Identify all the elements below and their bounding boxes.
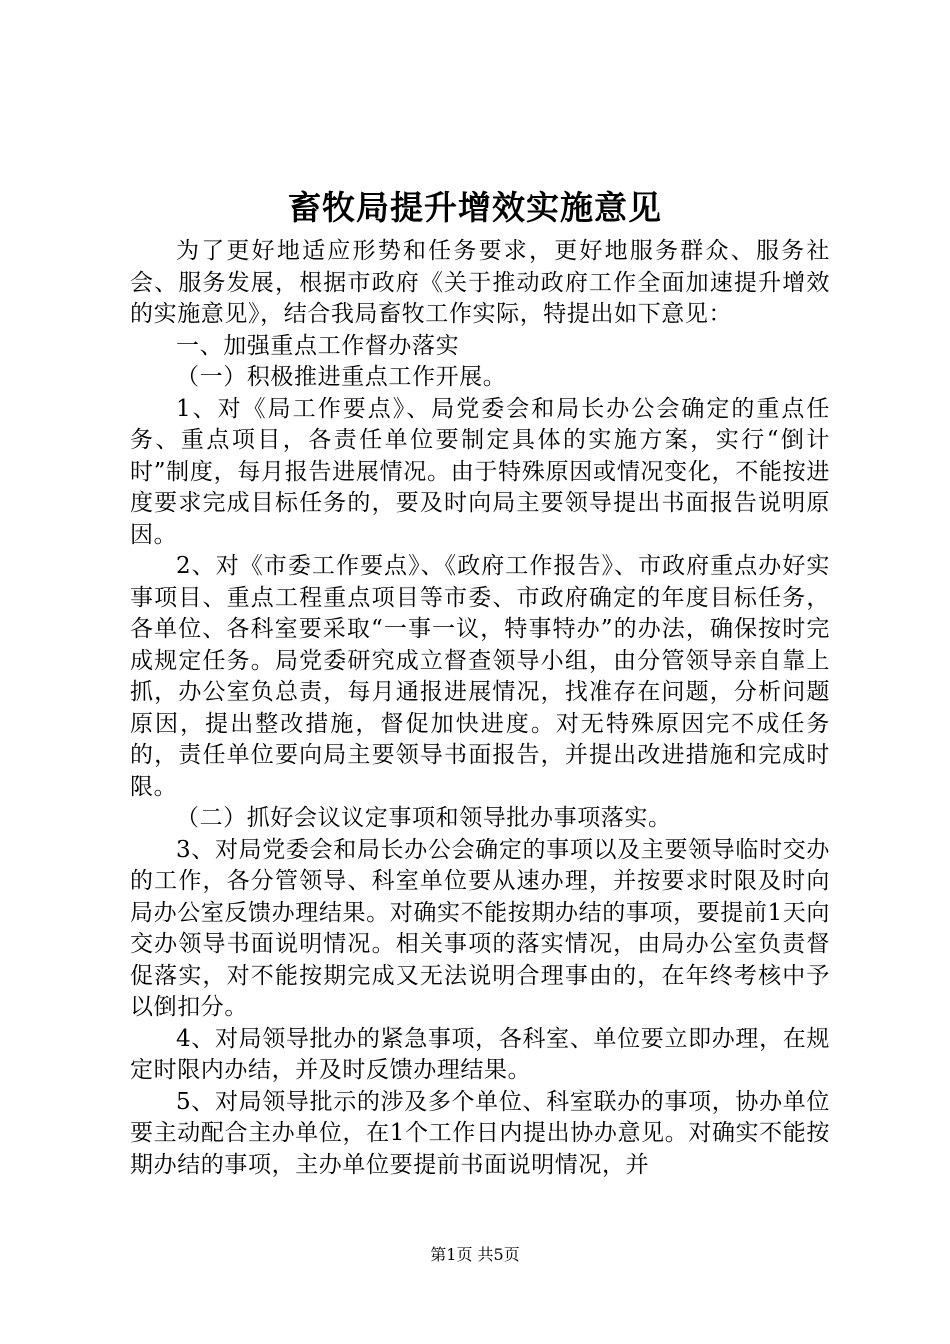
paragraph-item-1: 1、对《局工作要点》、局党委会和局长办公会确定的重点任务、重点项目，各责任单位要制定具体的实施方案，实行“倒计时”制度，每月报告进展情况。由于特殊原因或情况变化，不能按进度要求完成目标任务的，要及时向局主要领导提出书面报告说明原因。	[130, 395, 830, 548]
section-heading-1: 一、加强重点工作督办落实	[176, 332, 460, 359]
paragraph-item-4: 4、对局领导批办的紧急事项，各科室、单位要立即办理，在规定时限内办结，并及时反馈办理结果。	[130, 1025, 830, 1083]
paragraph-item-5: 5、对局领导批示的涉及多个单位、科室联办的事项，协办单位要主动配合主办单位，在1个工作日内提出协办意见。对确实不能按期办结的事项，主办单位要提前书面说明情况，并	[130, 1088, 830, 1178]
document-title: 畜牧局提升增效实施意见	[288, 188, 662, 227]
page-footer: 第1页 共5页	[430, 1245, 520, 1264]
paragraph-item-3: 3、对局党委会和局长办公会确定的事项以及主要领导临时交办的工作，各分管领导、科室单位要从速办理，并按要求时限及时向局办公室反馈办理结果。对确实不能按期办结的事项，要提前1天向交办领导书面说明情况。相关事项的落实情况，由局办公室负责督促落实，对不能按期完成又无法说明合理事由的，在年终考核中予以倒扣分。	[130, 836, 830, 1020]
subsection-heading-2: （二）抓好会议议定事项和领导批办事项落实。	[176, 805, 672, 831]
paragraph-item-2: 2、对《市委工作要点》、《政府工作报告》、市政府重点办好实事项目、重点工程重点项目等市委、市政府确定的年度目标任务，各单位、各科室要采取“一事一议，特事特办”的办法，确保按时完成规定任务。局党委研究成立督查领导小组，由分管领导亲自靠上抓，办公室负总责，每月通报进展情况，找准存在问题，分析问题原因，提出整改措施，督促加快进度。对无特殊原因完不成任务的，责任单位要向局主要领导书面报告，并提出改进措施和完成时限。	[130, 553, 830, 800]
paragraph-intro: 为了更好地适应形势和任务要求，更好地服务群众、服务社会、服务发展，根据市政府《关于推动政府工作全面加速提升增效的实施意见》，结合我局畜牧工作实际，特提出如下意见：	[130, 238, 830, 327]
subsection-heading-1: （一）积极推进重点工作开展。	[176, 364, 507, 390]
document-body	[130, 236, 830, 1181]
